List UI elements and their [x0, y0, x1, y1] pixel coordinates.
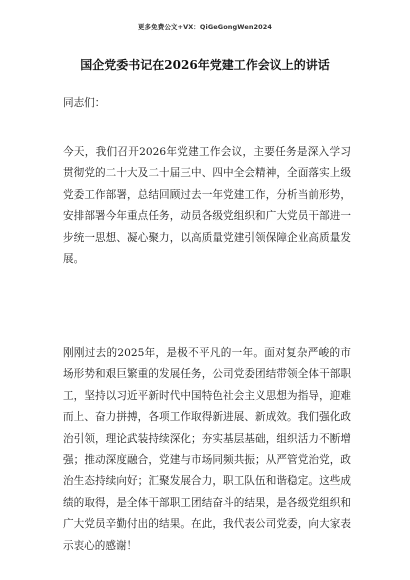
paragraph-1: 今天，我们召开2026年党建工作会议，主要任务是深入学习贯彻党的二十大及二十届三中、四中全会精神，全面落实上级党委工作部署，总结回顾过去一年党建工作，分析当前形势，安排部署今年重点任务，动员各级党组织和广大党员干部进一步统一思想、凝心聚力，以高质量党建引领保障企业高质量发展。	[63, 146, 351, 266]
paragraph-2: 刚刚过去的2025年，是极不平凡的一年。面对复杂严峻的市场形势和艰巨繁重的发展任务，公司党委团结带领全体干部职工，坚持以习近平新时代中国特色社会主义思想为指导，迎难而上、奋力拼搏，各项工作取得新进展、新成效。我们强化政治引领，理论武装持续深化；夯实基层基础，组织活力不断增强；推动深度融合，党建与市场同频共振；从严管党治党，政治生态持续向好；汇聚发展合力，职工队伍和谐稳定。这些成绩的取得，是全体干部职工团结奋斗的结果，是各级党组织和广大党员辛勤付出的结果。在此，我代表公司党委，向大家表示衷心的感谢！	[63, 347, 351, 552]
document-title: 国企党委书记在2026年党建工作会议上的讲话	[80, 58, 330, 72]
header-source-line: 更多免费公文+VX：QiGeGongWen2024	[137, 23, 273, 31]
salutation: 同志们：	[63, 97, 106, 109]
